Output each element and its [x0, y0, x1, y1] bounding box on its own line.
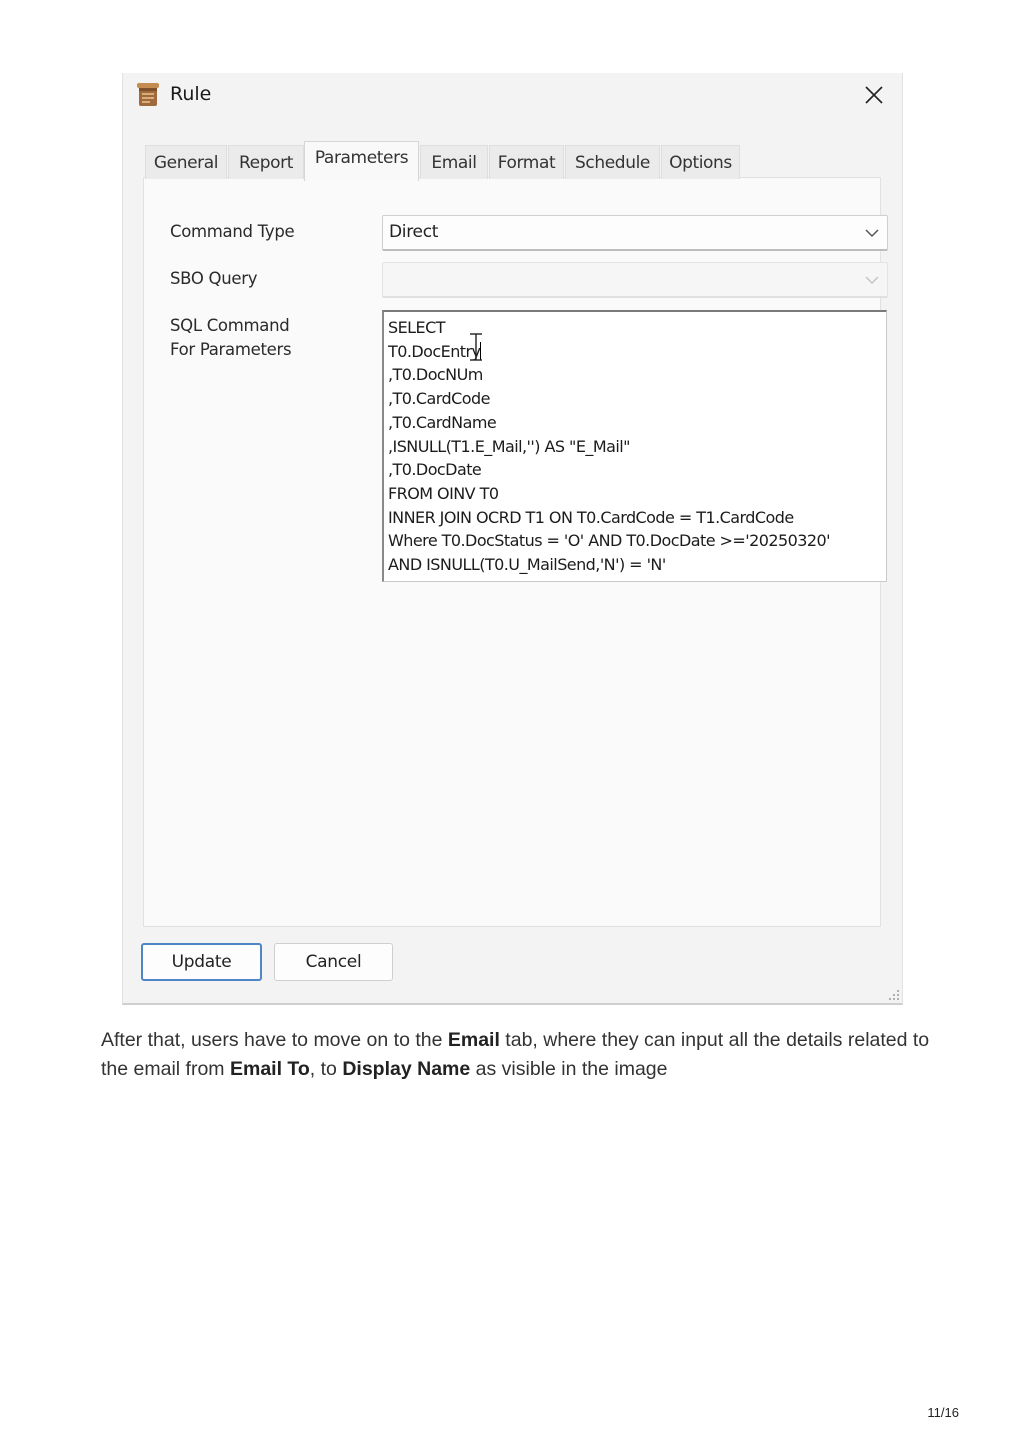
- page-number: 11/16: [927, 1405, 959, 1420]
- close-button[interactable]: [858, 80, 890, 110]
- tab-options[interactable]: Options: [661, 145, 740, 179]
- sql-line: ,ISNULL(T1.E_Mail,'') AS "E_Mail": [388, 436, 630, 456]
- sql-line: ,T0.DocDate: [388, 460, 482, 480]
- cancel-button[interactable]: Cancel: [274, 943, 393, 981]
- dialog-title: Rule: [170, 83, 212, 105]
- article-text: , to: [309, 1057, 343, 1080]
- sbo-query-label: SBO Query: [170, 269, 258, 288]
- sql-line: INNER JOIN OCRD T1 ON T0.CardCode = T1.CardCode: [388, 507, 794, 527]
- resize-grip-icon[interactable]: [887, 988, 901, 1002]
- sql-line-text: T0.DocEntry: [388, 341, 481, 361]
- command-type-label: Command Type: [170, 222, 295, 241]
- command-type-select[interactable]: [382, 215, 888, 251]
- sql-line: ,T0.CardCode: [388, 389, 490, 409]
- sql-line: FROM OINV T0: [388, 483, 499, 503]
- article-text: tab, where they can input all the details related to the email from: [101, 1029, 930, 1080]
- title-bar: [123, 73, 902, 119]
- article-paragraph: [101, 1026, 941, 1083]
- command-type-value: Direct: [389, 222, 439, 242]
- rule-app-icon: [136, 82, 160, 107]
- tab-general[interactable]: General: [145, 145, 227, 179]
- parameters-panel: [143, 177, 881, 927]
- sql-command-textarea[interactable]: [382, 310, 887, 582]
- article-bold-email: Email: [447, 1029, 500, 1051]
- close-icon: [864, 85, 884, 105]
- sql-line: SELECT: [388, 318, 445, 337]
- tab-schedule[interactable]: Schedule: [565, 145, 660, 179]
- sql-command-label-line2: For Parameters: [170, 340, 292, 359]
- update-button[interactable]: Update: [141, 943, 262, 981]
- tab-report[interactable]: Report: [228, 145, 304, 179]
- sql-line: AND ISNULL(T0.U_MailSend,'N') = 'N': [388, 555, 666, 575]
- tab-email[interactable]: Email: [420, 145, 488, 179]
- article-bold-email-to: Email To: [229, 1057, 310, 1080]
- text-cursor-icon: [468, 332, 484, 362]
- tab-format[interactable]: Format: [489, 145, 564, 179]
- article-text: as visible in the image: [470, 1057, 668, 1080]
- sql-line: Where T0.DocStatus = 'O' AND T0.DocDate >='20250320': [388, 531, 830, 551]
- sbo-query-select[interactable]: [382, 262, 888, 298]
- article-text: After that, users have to move on to the: [101, 1029, 448, 1051]
- sql-command-label-line1: SQL Command: [170, 316, 290, 335]
- article-bold-display-name: Display Name: [342, 1057, 471, 1080]
- tab-parameters[interactable]: Parameters: [304, 141, 419, 181]
- rule-dialog: [122, 73, 903, 1005]
- sql-line: ,T0.CardName: [388, 412, 497, 432]
- chevron-down-icon: [864, 228, 880, 238]
- sql-line: ,T0.DocNUm: [388, 365, 483, 385]
- chevron-down-icon: [864, 275, 880, 285]
- sql-line: [388, 340, 886, 364]
